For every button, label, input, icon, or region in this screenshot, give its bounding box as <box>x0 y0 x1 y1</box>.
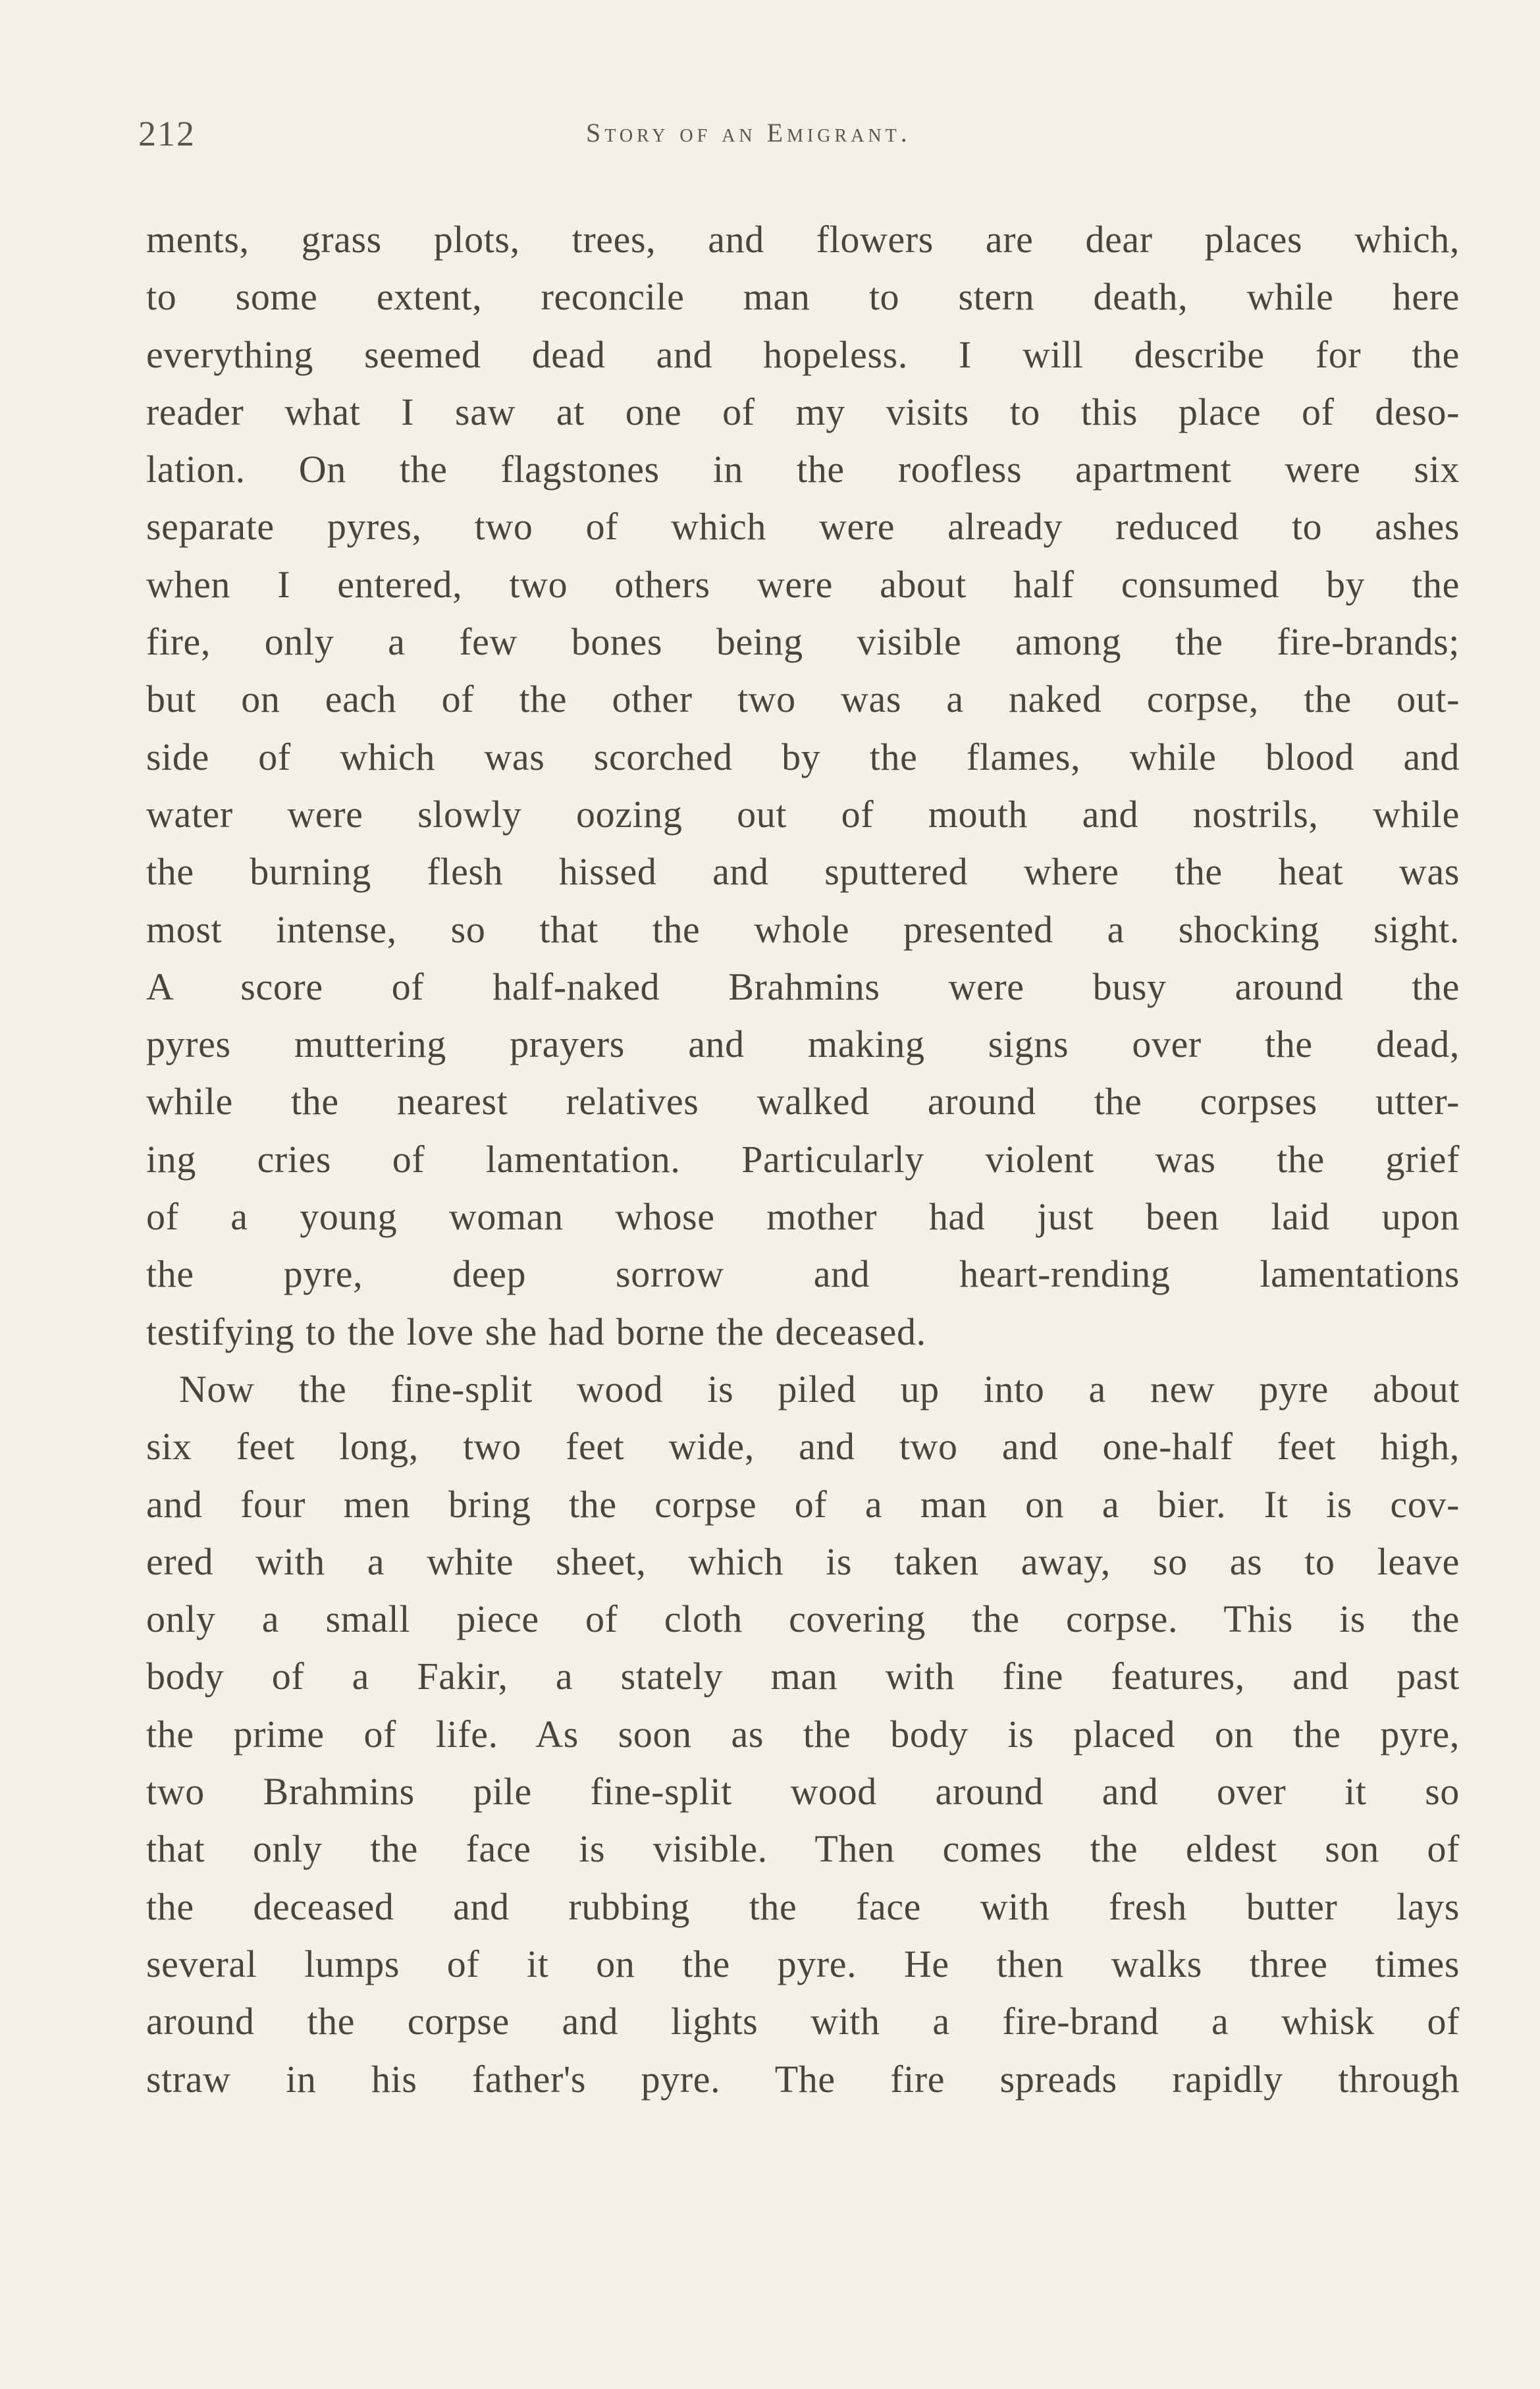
text-line: Now the fine-split wood is piled up into a new pyre about <box>179 1367 1460 1410</box>
paragraph-2 <box>146 1360 1460 2108</box>
text-line: straw in his father's pyre. The fire spreads rapidly through <box>146 2057 1460 2101</box>
running-title: Story of an Emigrant. <box>586 118 911 148</box>
text-line: ments, grass plots, trees, and flowers are dear places which, <box>146 218 1460 261</box>
text-line: when I entered, two others were about half consumed by the <box>146 562 1460 606</box>
text-line: to some extent, reconcile man to stern death, while here <box>146 275 1460 319</box>
text-line: reader what I saw at one of my visits to this place of deso- <box>146 390 1460 433</box>
text-line: that only the face is visible. Then comes the eldest son of <box>146 1827 1460 1871</box>
text-line: but on each of the other two was a naked corpse, the out- <box>146 678 1460 721</box>
running-head <box>138 113 1402 166</box>
text-line: several lumps of it on the pyre. He then walks three times <box>146 1942 1460 1985</box>
page-number: 212 <box>138 114 196 153</box>
text-line: testifying to the love she had borne the deceased. <box>146 1310 926 1353</box>
text-line: ing cries of lamentation. Particularly violent was the grief <box>146 1137 1460 1181</box>
text-line: and four men bring the corpse of a man on a bier. It is cov- <box>146 1482 1460 1526</box>
text-line: ered with a white sheet, which is taken away, so as to leave <box>146 1540 1460 1583</box>
text-line: only a small piece of cloth covering the corpse. This is the <box>146 1597 1460 1641</box>
text-line: the pyre, deep sorrow and heart-rending lamentations <box>146 1252 1460 1296</box>
text-line: everything seemed dead and hopeless. I will describe for the <box>146 333 1460 376</box>
text-line: the burning flesh hissed and sputtered where the heat was <box>146 850 1460 894</box>
text-line: most intense, so that the whole presented a shocking sight. <box>146 907 1460 951</box>
text-line: the deceased and rubbing the face with fresh butter lays <box>146 1885 1460 1928</box>
text-line: separate pyres, two of which were already reduced to ashes <box>146 505 1460 549</box>
text-line: two Brahmins pile fine-split wood around and over it so <box>146 1770 1460 1813</box>
text-line: fire, only a few bones being visible among the fire-brands; <box>146 620 1460 664</box>
text-line: side of which was scorched by the flames, while blood and <box>146 735 1460 778</box>
text-line: pyres muttering prayers and making signs over the dead, <box>146 1023 1460 1066</box>
text-line: of a young woman whose mother had just been laid upon <box>146 1195 1460 1239</box>
text-line: body of a Fakir, a stately man with fine features, and past <box>146 1655 1460 1698</box>
text-line: six feet long, two feet wide, and two and one-half feet high, <box>146 1425 1460 1468</box>
text-line: A score of half-naked Brahmins were busy around the <box>146 965 1460 1008</box>
text-line: water were slowly oozing out of mouth and nostrils, while <box>146 792 1460 836</box>
text-line: the prime of life. As soon as the body is placed on the pyre, <box>146 1712 1460 1756</box>
text-line: around the corpse and lights with a fire-brand a whisk of <box>146 2000 1460 2043</box>
paragraph-1 <box>146 211 1460 1360</box>
body-text <box>146 211 1460 2108</box>
text-line: lation. On the flagstones in the roofless apartment were six <box>146 448 1460 491</box>
text-line: while the nearest relatives walked around the corpses utter- <box>146 1080 1460 1123</box>
